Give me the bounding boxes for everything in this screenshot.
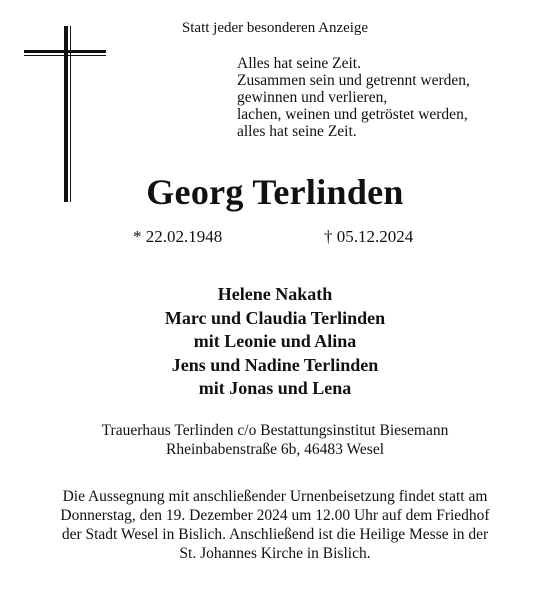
mourner-line: Marc und Claudia Terlinden (164, 307, 386, 328)
birth-date: * 22.02.1948 (133, 227, 223, 246)
mourner-line: Helene Nakath (217, 284, 333, 304)
notice-line: St. Johannes Kirche in Bislich. (179, 545, 371, 562)
header-line: Statt jeder besonderen Anzeige (181, 20, 369, 36)
poem-line: Zusammen sein und getrennt werden, (237, 72, 470, 89)
notice-line: Donnerstag, den 19. Dezember 2024 um 12.00 Uhr auf dem Friedhof (60, 507, 490, 524)
poem (237, 55, 527, 140)
address-line: Rheinbabenstraße 6b, 46483 Wesel (166, 441, 384, 458)
address-line: Trauerhaus Terlinden c/o Bestattungsinstitut Biesemann (101, 422, 449, 439)
poem-line: gewinnen und verlieren, (237, 89, 388, 106)
mourner-line: Jens und Nadine Terlinden (171, 354, 379, 375)
poem-line: alles hat seine Zeit. (237, 123, 357, 140)
death-date: † 05.12.2024 (324, 227, 414, 246)
poem-line: Alles hat seine Zeit. (237, 55, 361, 72)
mourners-list (0, 283, 550, 401)
deceased-name: Georg Terlinden (146, 172, 404, 212)
mourner-line: mit Leonie und Alina (193, 331, 357, 351)
mourner-line: mit Jonas und Lena (198, 378, 352, 398)
notice-line: Die Aussegnung mit anschließender Urnenbeisetzung findet statt am (62, 488, 488, 505)
mourning-house-address (0, 421, 550, 459)
notice-line: der Stadt Wesel in Bislich. Anschließend ist die Heilige Messe in der (61, 526, 489, 543)
funeral-notice (0, 487, 550, 563)
poem-line: lachen, weinen und getröstet werden, (237, 106, 468, 123)
